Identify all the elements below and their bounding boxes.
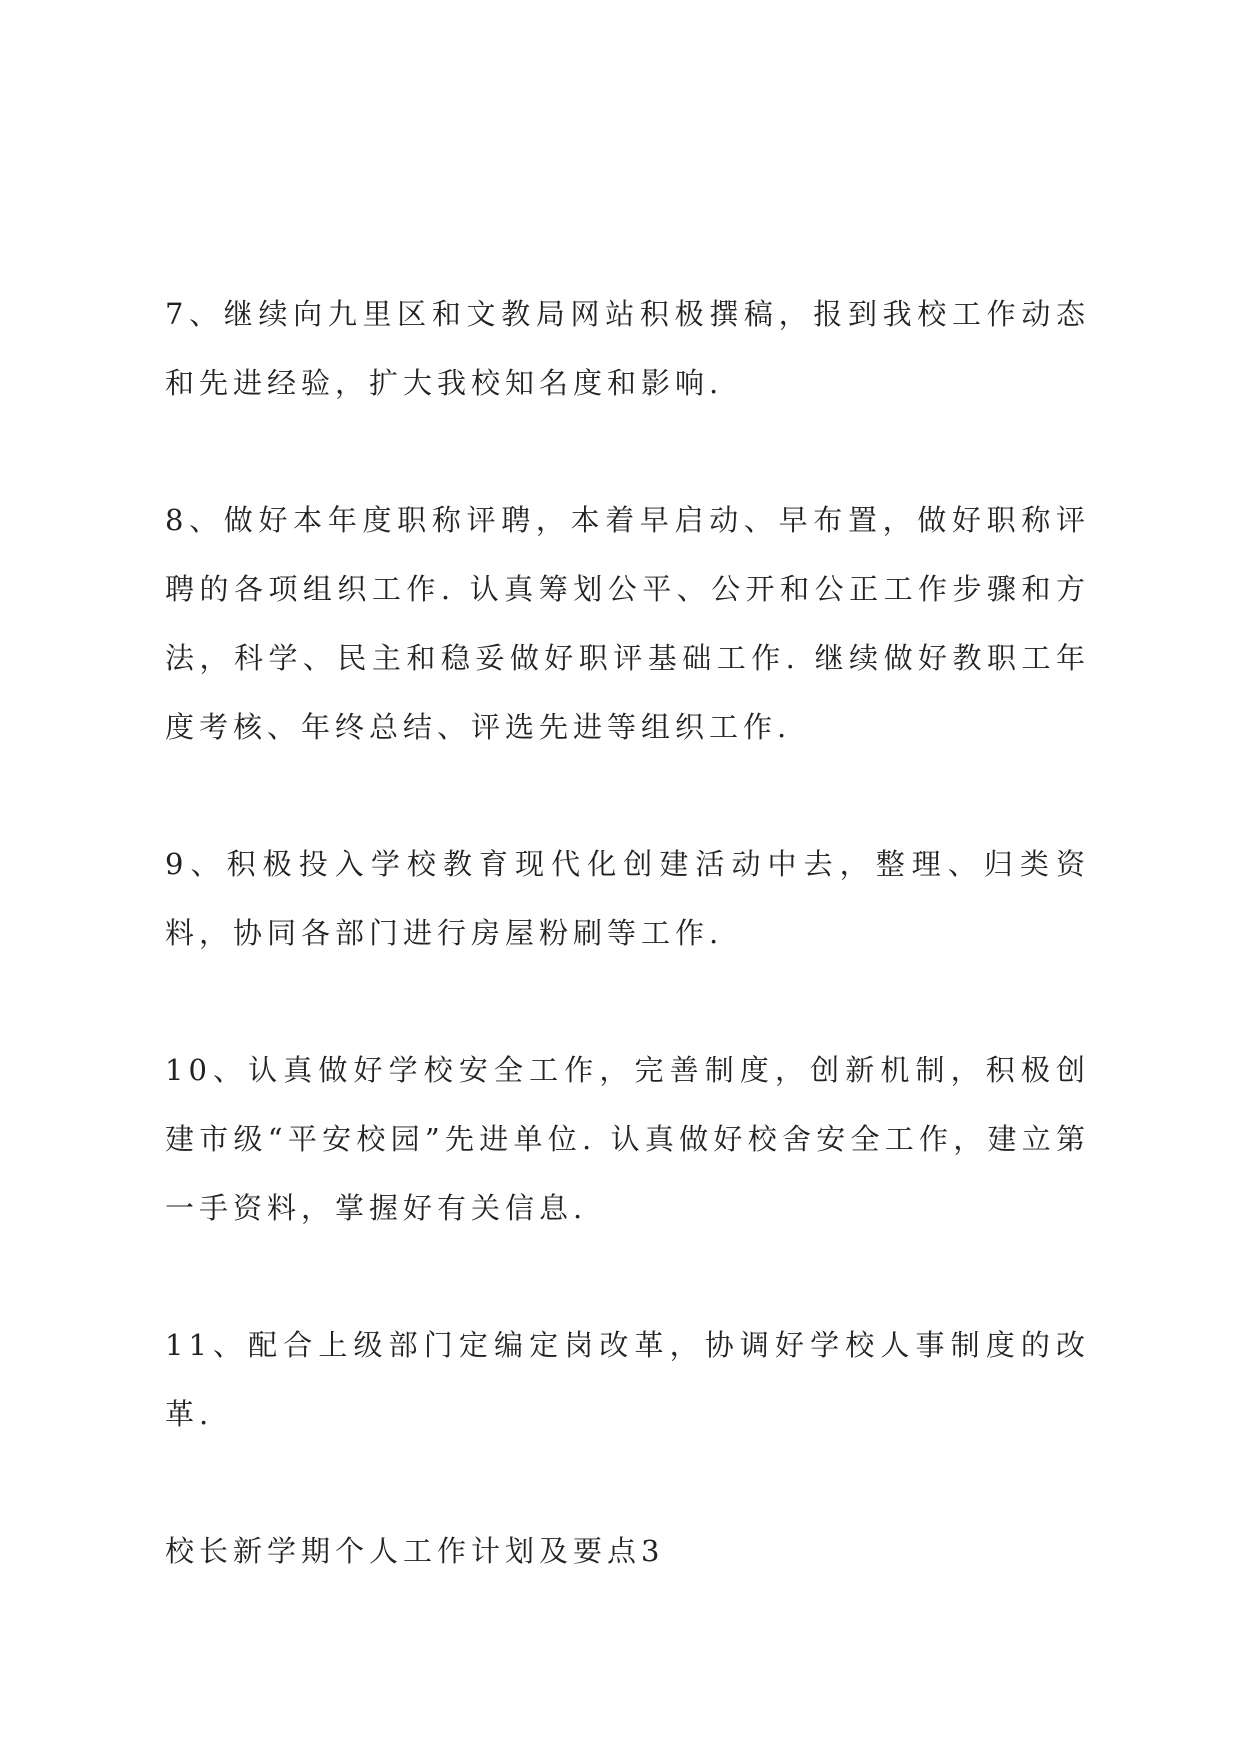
section-heading: 校长新学期个人工作计划及要点3 bbox=[165, 1534, 665, 1568]
paragraph-item-9: 9、积极投入学校教育现代化创建活动中去，整理、归类资料，协同各部门进行房屋粉刷等工作. bbox=[165, 847, 1090, 950]
paragraph-item-10: 10、认真做好学校安全工作，完善制度，创新机制，积极创建市级“平安校园”先进单位. 认真做好校舍安全工作，建立第一手资料，掌握好有关信息. bbox=[165, 1053, 1090, 1225]
paragraph-item-8: 8、做好本年度职称评聘，本着早启动、早布置，做好职称评聘的各项组织工作. 认真筹划公平、公开和公正工作步骤和方法，科学、民主和稳妥做好职评基础工作. 继续做好教职工年度考核、年终总结、评选先进等组织工作. bbox=[165, 503, 1090, 744]
document-body bbox=[165, 280, 1090, 1586]
paragraph-item-11: 11、配合上级部门定编定岗改革，协调好学校人事制度的改革. bbox=[165, 1328, 1090, 1431]
paragraph-item-7: 7、继续向九里区和文教局网站积极撰稿，报到我校工作动态和先进经验，扩大我校知名度和影响. bbox=[165, 297, 1090, 400]
